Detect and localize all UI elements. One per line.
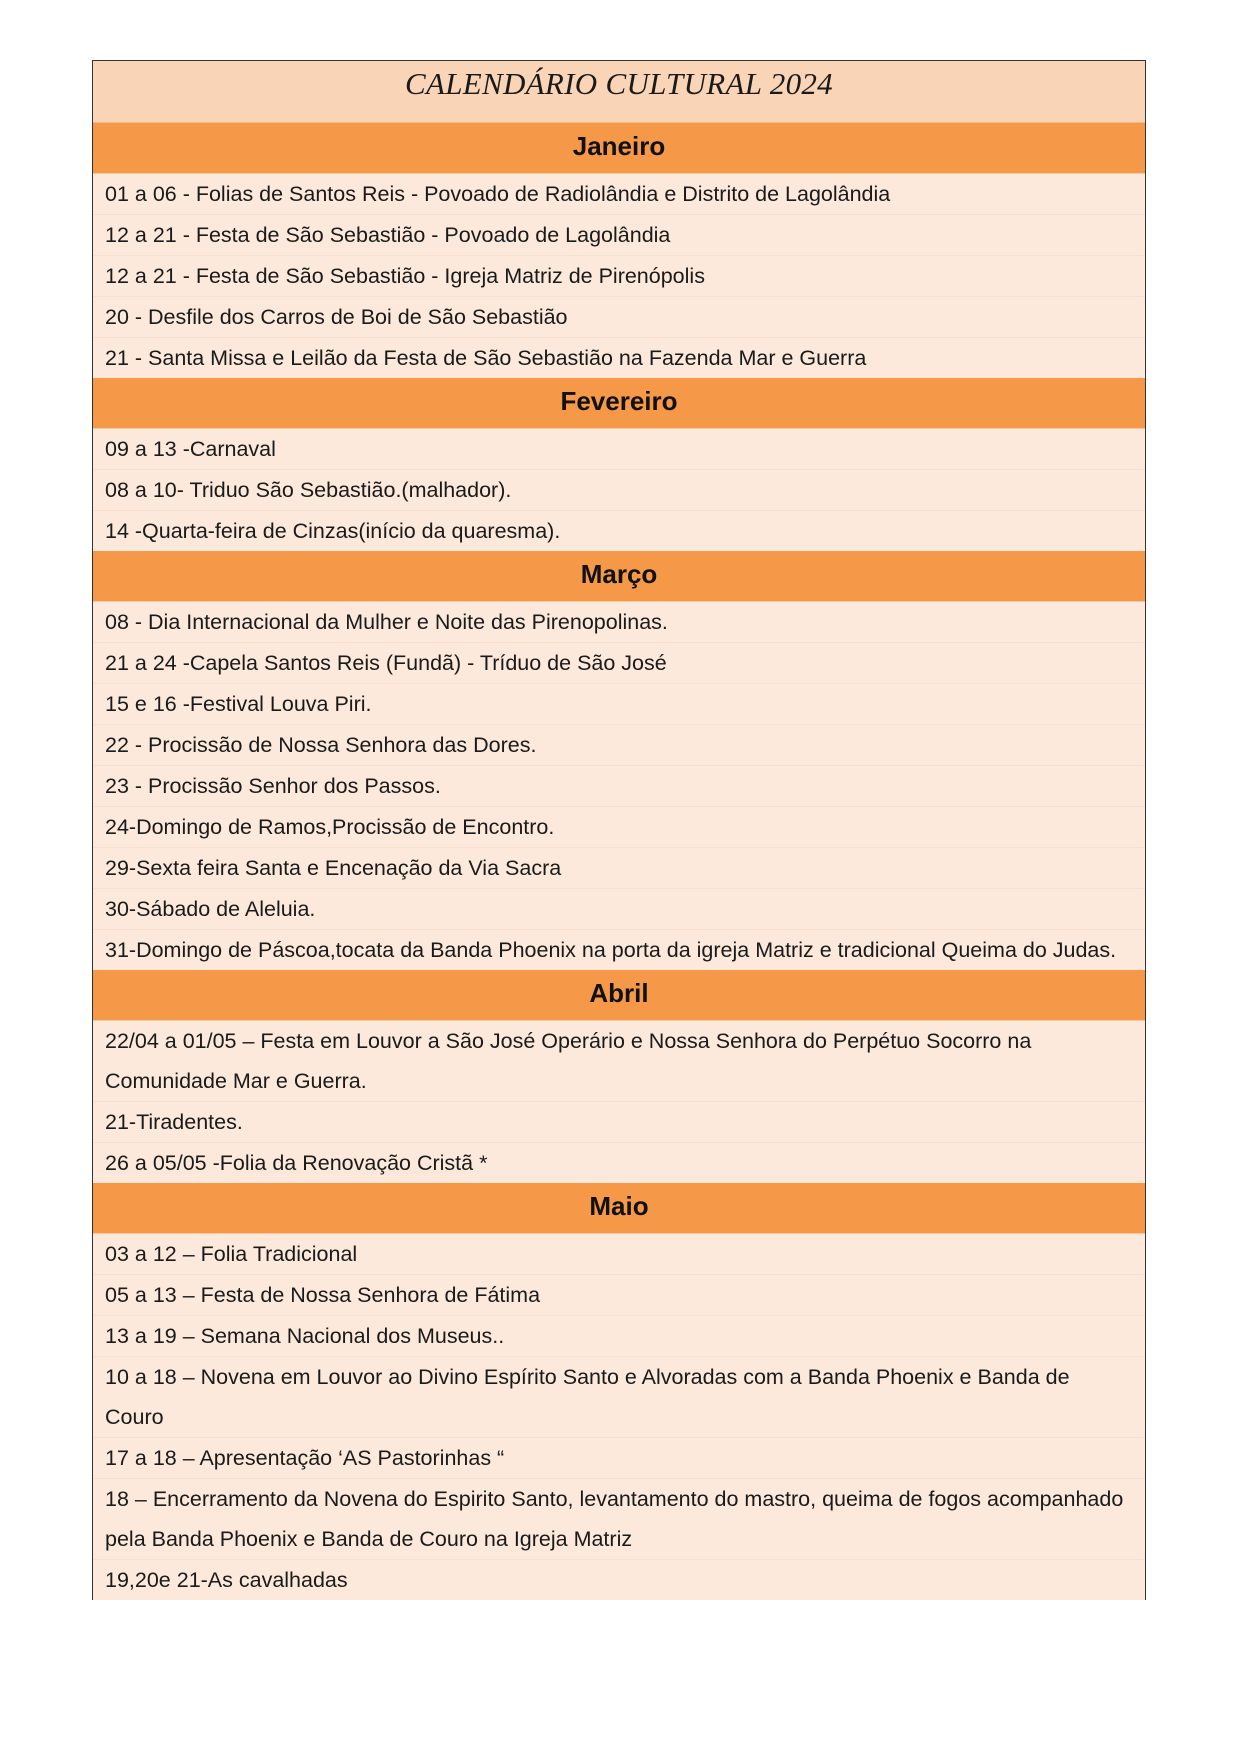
event-item: 19,20e 21-As cavalhadas: [93, 1560, 1145, 1600]
event-item: 22 - Procissão de Nossa Senhora das Dores.: [93, 725, 1145, 766]
event-item: 29-Sexta feira Santa e Encenação da Via Sacra: [93, 848, 1145, 889]
event-item: 15 e 16 -Festival Louva Piri.: [93, 684, 1145, 725]
event-item: 22/04 a 01/05 – Festa em Louvor a São José Operário e Nossa Senhora do Perpétuo Socorro na Comunidade Mar e Guerra.: [93, 1021, 1145, 1102]
calendar-table: [92, 60, 1146, 1600]
month-header: Maio: [93, 1183, 1145, 1234]
event-item: 26 a 05/05 -Folia da Renovação Cristã *: [93, 1143, 1145, 1183]
event-item: 08 a 10- Triduo São Sebastião.(malhador).: [93, 470, 1145, 511]
month-header: Março: [93, 551, 1145, 602]
event-item: 01 a 06 - Folias de Santos Reis - Povoado de Radiolândia e Distrito de Lagolândia: [93, 174, 1145, 215]
month-header: Abril: [93, 970, 1145, 1021]
month-section: [93, 970, 1145, 1183]
event-item: 21-Tiradentes.: [93, 1102, 1145, 1143]
month-section: [93, 378, 1145, 551]
event-item: 17 a 18 – Apresentação ‘AS Pastorinhas “: [93, 1438, 1145, 1479]
event-item: 13 a 19 – Semana Nacional dos Museus..: [93, 1316, 1145, 1357]
event-item: 03 a 12 – Folia Tradicional: [93, 1234, 1145, 1275]
event-item: 21 - Santa Missa e Leilão da Festa de São Sebastião na Fazenda Mar e Guerra: [93, 338, 1145, 378]
calendar-title: CALENDÁRIO CULTURAL 2024: [93, 61, 1145, 123]
event-item: 18 – Encerramento da Novena do Espirito Santo, levantamento do mastro, queima de fogos acompanhado pela Banda Phoenix e Banda de Couro na Igreja Matriz: [93, 1479, 1145, 1560]
event-item: 23 - Procissão Senhor dos Passos.: [93, 766, 1145, 807]
event-item: 21 a 24 -Capela Santos Reis (Fundã) - Tríduo de São José: [93, 643, 1145, 684]
event-item: 09 a 13 -Carnaval: [93, 429, 1145, 470]
event-item: 08 - Dia Internacional da Mulher e Noite das Pirenopolinas.: [93, 602, 1145, 643]
event-item: 12 a 21 - Festa de São Sebastião - Igreja Matriz de Pirenópolis: [93, 256, 1145, 297]
month-header: Janeiro: [93, 123, 1145, 174]
months-container: [93, 123, 1145, 1600]
event-item: 30-Sábado de Aleluia.: [93, 889, 1145, 930]
month-section: [93, 123, 1145, 378]
month-header: Fevereiro: [93, 378, 1145, 429]
month-section: [93, 1183, 1145, 1600]
month-section: [93, 551, 1145, 970]
event-item: 10 a 18 – Novena em Louvor ao Divino Espírito Santo e Alvoradas com a Banda Phoenix e Banda de Couro: [93, 1357, 1145, 1438]
event-item: 12 a 21 - Festa de São Sebastião - Povoado de Lagolândia: [93, 215, 1145, 256]
event-item: 14 -Quarta-feira de Cinzas(início da quaresma).: [93, 511, 1145, 551]
event-item: 20 - Desfile dos Carros de Boi de São Sebastião: [93, 297, 1145, 338]
event-item: 05 a 13 – Festa de Nossa Senhora de Fátima: [93, 1275, 1145, 1316]
event-item: 31-Domingo de Páscoa,tocata da Banda Phoenix na porta da igreja Matriz e tradicional Queima do Judas.: [93, 930, 1145, 970]
event-item: 24-Domingo de Ramos,Procissão de Encontro.: [93, 807, 1145, 848]
